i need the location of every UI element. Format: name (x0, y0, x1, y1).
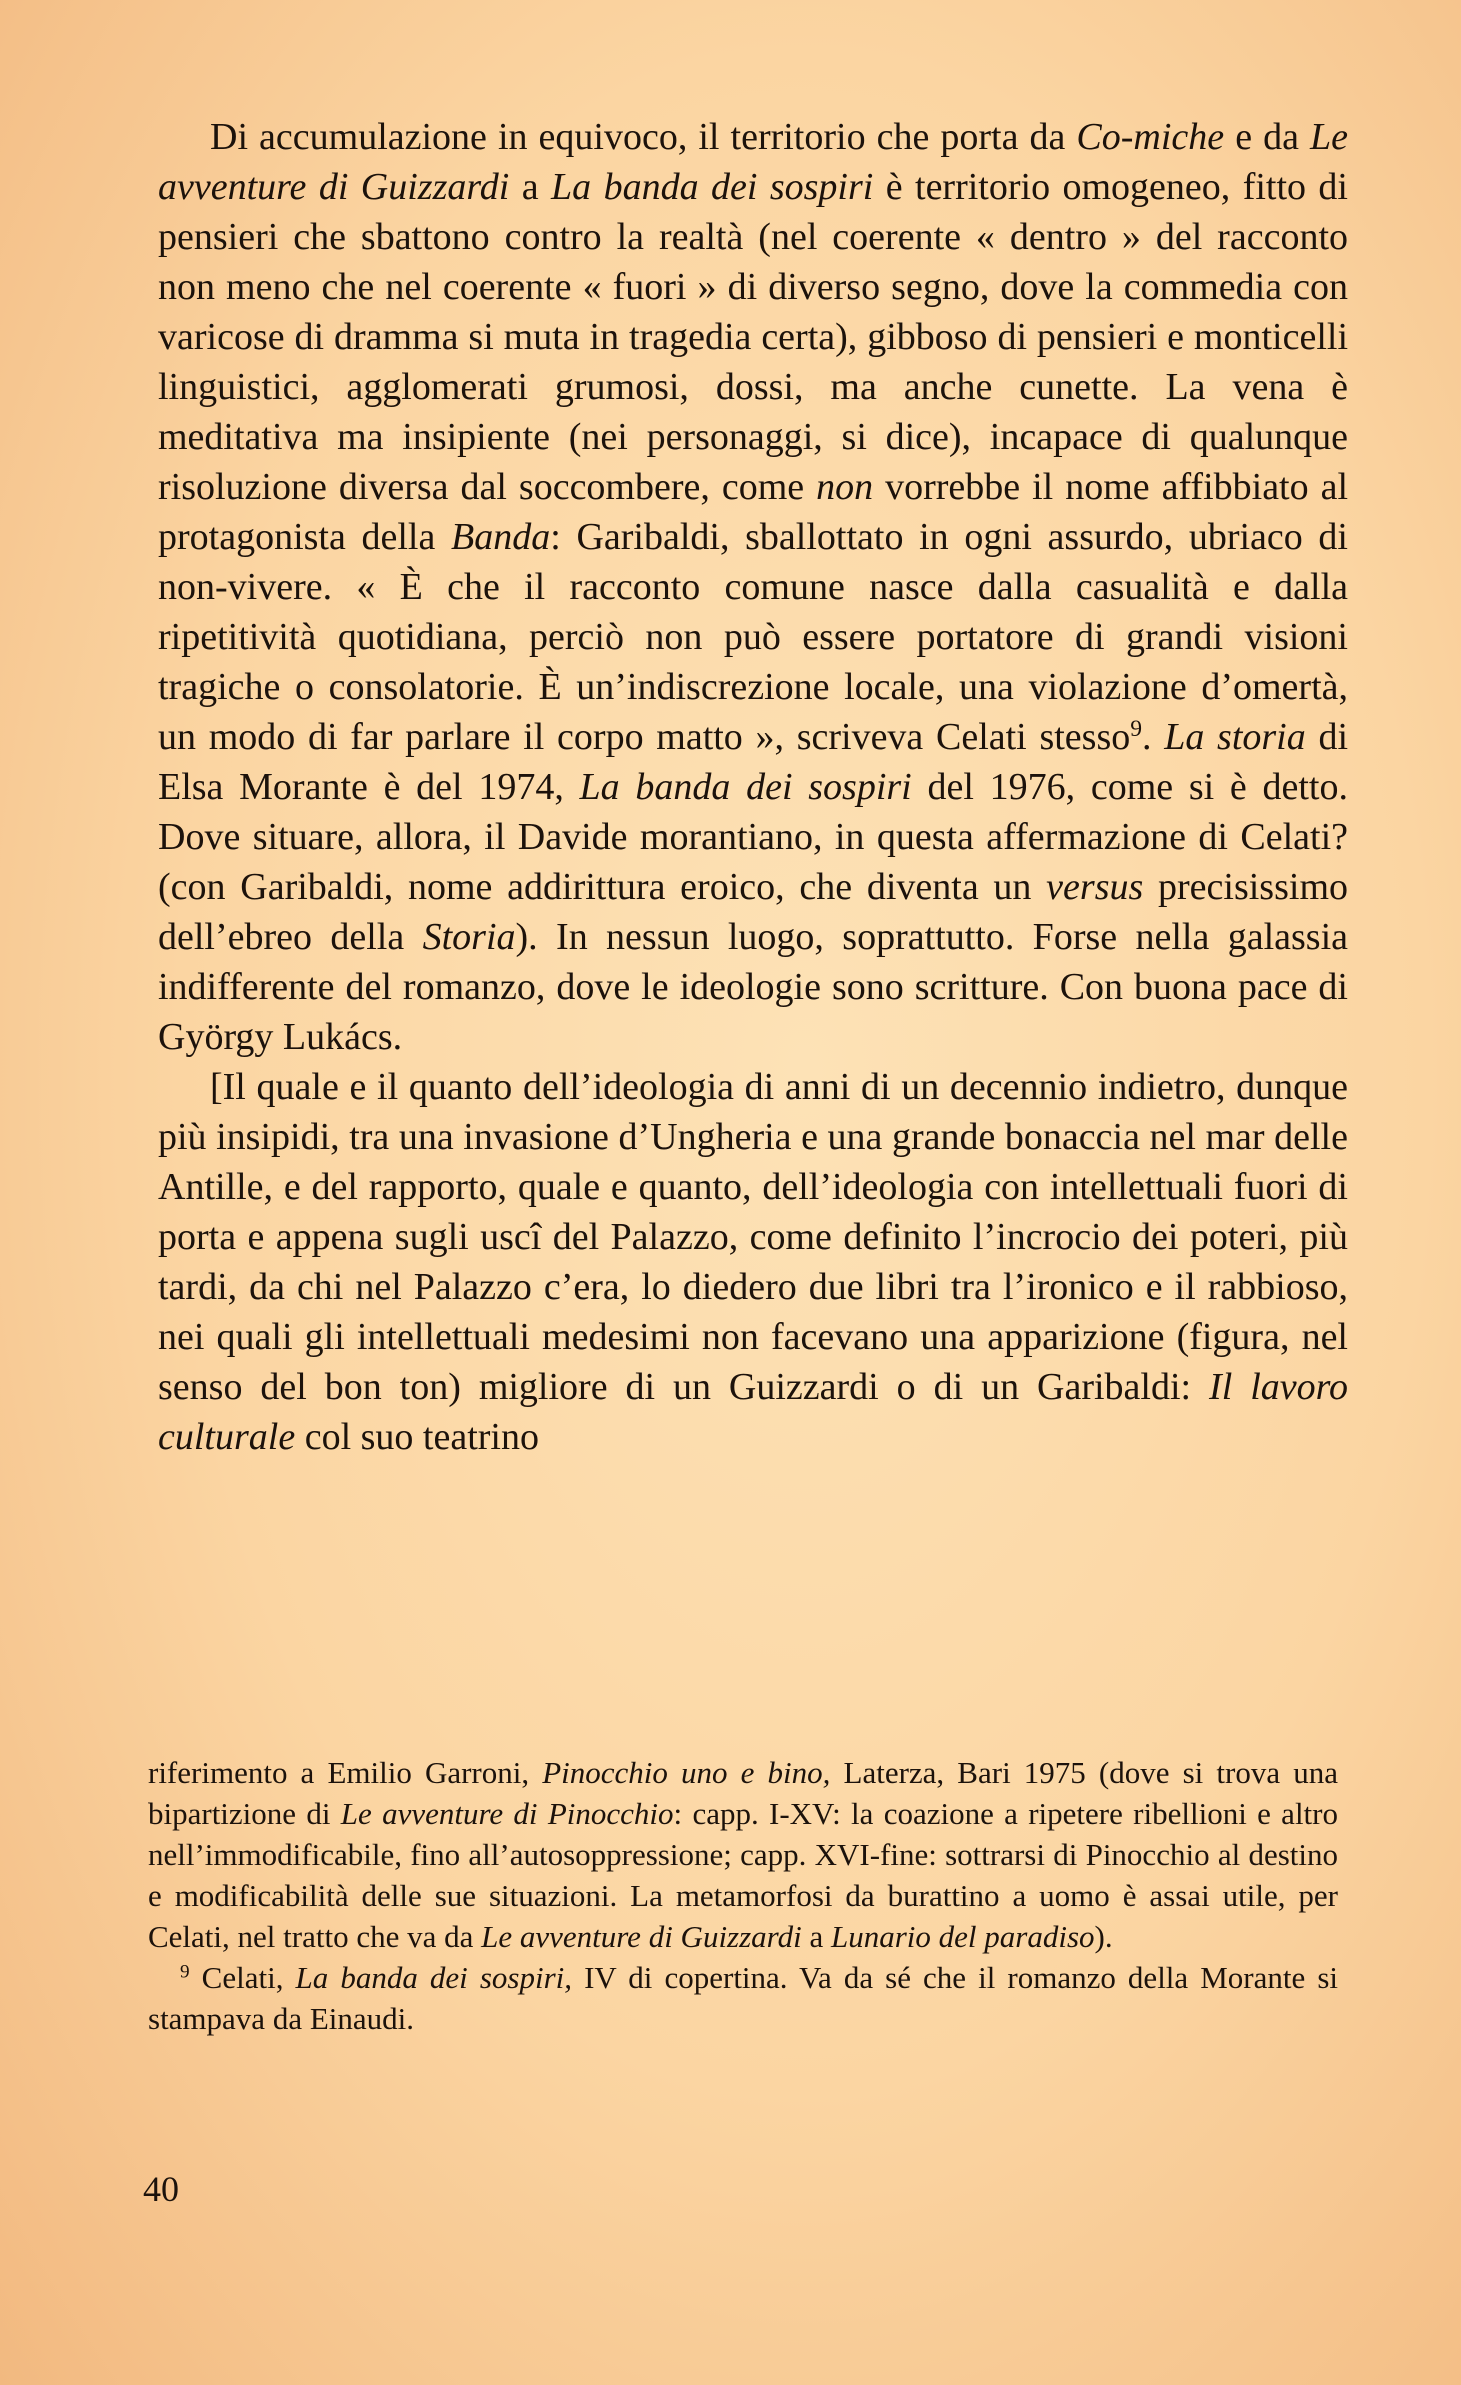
italic-title-storia: La storia (1164, 716, 1306, 758)
text-run: : capp. I-XV: la coazione a ripetere ribellioni e altro nell’immodificabile, fino all’autosoppressione; capp. XVI-fine: sottrarsi di Pinocchio al destino e modificabilità delle sue situazioni. La metamorfosi da burattino a uomo è assai utile, per Celati, nel tratto che va da (148, 1796, 1338, 1954)
text-run: Di accumulazione in equivoco, il territorio che porta da (210, 116, 1077, 158)
italic-word-banda: Banda (451, 516, 551, 558)
text-run: Laterza, Bari 1975 (dove si trova una bipartizione di (148, 1755, 1338, 1831)
footnote-marker: 9 (180, 1961, 190, 1983)
page-number: 40 (143, 2169, 179, 2209)
text-run: e da (1224, 116, 1311, 158)
paragraph-1 (158, 112, 1348, 1062)
italic-word-storia: Storia (422, 916, 516, 958)
text-run: ). In nessun luogo, soprattutto. Forse nella galassia indifferente del romanzo, dove le ideologie sono scritture. Con buona pace di György Lukács. (158, 916, 1348, 1058)
text-run: . (1142, 716, 1165, 758)
text-run: ). (1094, 1919, 1113, 1954)
footnote-9 (148, 1957, 1338, 2039)
footnote-reference: 9 (1130, 716, 1143, 743)
italic-title-banda: La banda dei sospiri (551, 166, 874, 208)
text-run: : Garibaldi, sballottato in ogni assurdo, ubriaco di non-vivere. « È che il racconto comune nasce dalla casualità e dalla ripetitività quotidiana, perciò non può essere portatore di grandi visioni tragiche o consolatorie. È un’indiscrezione locale, una violazione d’omertà, un modo di far parlare il corpo matto », scriveva Celati stesso (158, 516, 1348, 758)
text-run: del 1976, come si è detto. Dove situare, allora, il Davide morantiano, in questa affermazione di Celati? (con Garibaldi, nome addirittura eroico, che diventa un (158, 766, 1348, 908)
italic-word-non: non (816, 466, 874, 508)
text-run: a (509, 166, 552, 208)
text-run: [Il quale e il quanto dell’ideologia di anni di un decennio indietro, dunque più insipidi, tra una invasione d’Ungheria e una grande bonaccia nel mar delle Antille, e del rapporto, quale e quanto, dell’ideologia con intellettuali fuori di porta e appena sugli uscî del Palazzo, come definito l’incrocio dei poteri, più tardi, da chi nel Palazzo c’era, lo diedero due libri tra l’ironico e il rabbioso, nei quali gli intellettuali medesimi non facevano una apparizione (figura, nel senso del bon ton) migliore di un Guizzardi o di un Garibaldi: (158, 1066, 1348, 1408)
text-run: di Elsa Morante è del 1974, (158, 716, 1349, 808)
italic-title-comiche: Co-miche (1076, 116, 1225, 158)
paragraph-2 (158, 1062, 1348, 1462)
text-run: Celati, (189, 1960, 296, 1995)
italic-title-lavoro-culturale: Il lavoro culturale (158, 1366, 1348, 1458)
italic-title-guizzardi: Le avventure di Guizzardi (158, 116, 1349, 208)
text-run: a (801, 1919, 831, 1954)
text-run: precisissimo dell’ebreo della (158, 866, 1349, 958)
italic-title-guizzardi: Le avventure di Guizzardi (481, 1919, 802, 1954)
footnote-continuation (148, 1752, 1338, 1957)
italic-title-lunario: Lunario del paradiso (830, 1919, 1095, 1954)
main-text (158, 112, 1348, 1462)
text-run: riferimento a Emilio Garroni, (148, 1755, 543, 1790)
text-run: è territorio omogeneo, fitto di pensieri che sbattono contro la realtà (nel coerente « dentro » del racconto non meno che nel coerente « fuori » di diverso segno, dove la commedia con varicose di dramma si muta in tragedia certa), gibboso di pensieri e monticelli linguistici, agglomerati grumosi, dossi, ma anche cunette. La vena è meditativa ma insipiente (nei personaggi, si dice), incapace di qualunque risoluzione diversa dal soccombere, come (158, 166, 1348, 508)
italic-title-banda: La banda dei sospiri, (295, 1960, 573, 1995)
italic-title-banda-2: La banda dei sospiri (579, 766, 912, 808)
italic-title-pinocchio-uno-e-bino: Pinocchio uno e bino, (542, 1755, 831, 1790)
text-run: IV di copertina. Va da sé che il romanzo della Morante si stampava da Einaudi. (148, 1960, 1338, 2036)
footnotes (148, 1752, 1338, 2039)
text-run: col suo teatrino (295, 1416, 539, 1458)
italic-word-versus: versus (1046, 866, 1144, 908)
text-run: vorrebbe il nome affibbiato al protagonista della (158, 466, 1349, 558)
italic-title-avventure-pinocchio: Le avventure di Pinocchio (340, 1796, 674, 1831)
